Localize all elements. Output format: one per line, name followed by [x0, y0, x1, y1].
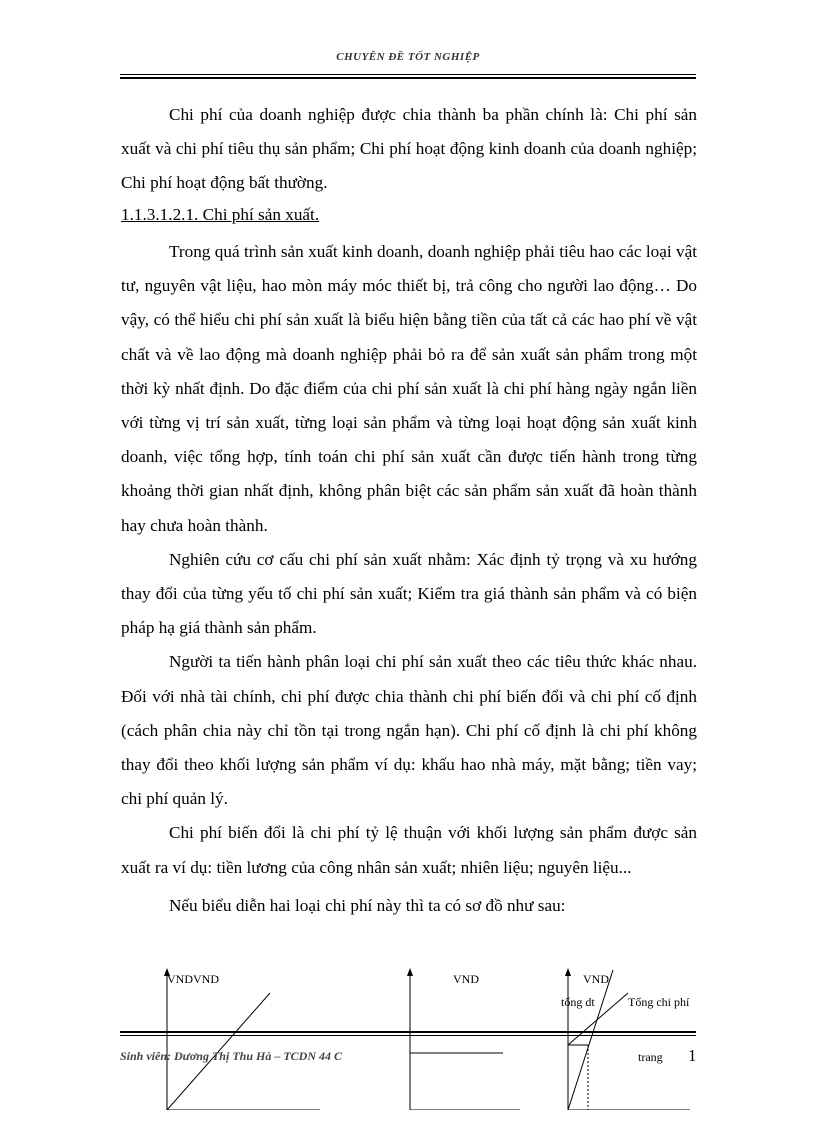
footer-rule-thin [120, 1035, 696, 1036]
header-rule-thick [120, 77, 696, 79]
paragraph-text: Nếu biểu diễn hai loại chi phí này thì ta có sơ đồ như sau: [169, 895, 566, 915]
section-heading: 1.1.3.1.2.1. Chi phí sản xuất. [121, 205, 320, 224]
footer-author: Sinh viên: Dương Thị Thu Hà – TCDN 44 C [120, 1049, 342, 1063]
chart3-trang-label: trang [638, 1050, 663, 1064]
chart3-revenue-label: tổng dt [561, 995, 595, 1009]
paragraph-text: Nghiên cứu cơ cấu chi phí sản xuất nhằm: Xác định tỷ trọng và xu hướng thay đổi của từng yếu tố chi phí sản xuất; Kiểm tra giá thành sản phẩm và có biện pháp hạ giá thành sản phẩm. [121, 549, 697, 638]
paragraph-intro [121, 98, 697, 201]
chart3-axis-label: VND [583, 972, 609, 986]
chart1-axis-label: VNDVND [167, 972, 219, 986]
document-header-title: CHUYÊN ĐỀ TỐT NGHIỆP [336, 51, 480, 63]
footer-rule-thick [120, 1031, 696, 1033]
paragraph-group [121, 235, 697, 923]
chart-total-cost [561, 968, 690, 1110]
paragraph-text: Người ta tiến hành phân loại chi phí sản xuất theo các tiêu thức khác nhau. Đối với nhà tài chính, chi phí được chia thành chi phí biến đổi và chi phí cố định (cách phân chia này chỉ tồn tại trong ngắn hạn). Chi phí cố định là chi phí không thay đổi theo khối lượng sản phẩm ví dụ: khấu hao nhà máy, mặt bằng; tiền vay; chi phí quản lý. [121, 652, 697, 809]
page-number: 1 [688, 1046, 697, 1065]
paragraph-text: Chi phí biến đổi là chi phí tỷ lệ thuận với khối lượng sản phẩm được sản xuất ra ví dụ: tiền lương của công nhân sản xuất; nhiên liệu; nguyên liệu... [121, 823, 697, 877]
chart3-total-cost-label: Tổng chi phí [628, 995, 690, 1009]
chart2-axis-label: VND [453, 972, 479, 986]
paragraph-text: Trong quá trình sản xuất kinh doanh, doanh nghiệp phải tiêu hao các loại vật tư, nguyên vật liệu, hao mòn máy móc thiết bị, trả công cho người lao động… Do vậy, có thể hiểu chi phí sản xuất là biểu hiện bằng tiền của tất cả các hao phí về vật chất và về lao động mà doanh nghiệp phải bỏ ra để sản xuất sản phẩm trong một thời kỳ nhất định. Do đặc điểm của chi phí sản xuất là chi phí hàng ngày ngắn liền với từng vị trí sản xuất, từng loại sản phẩm và từng loại hoạt động sản xuất kinh doanh, việc tổng hợp, tính toán chi phí sản xuất cần được tiến hành trong từng khoảng thời gian nhất định, không phân biệt các sản phẩm sản xuất đã hoàn thành hay chưa hoàn thành. [121, 242, 697, 535]
chart-fixed-cost [407, 968, 520, 1110]
header-rule-thin [120, 74, 696, 75]
chart-variable-cost [164, 968, 320, 1110]
paragraph-text: Chi phí của doanh nghiệp được chia thành ba phần chính là: Chi phí sản xuất và chi phí tiêu thụ sản phẩm; Chi phí hoạt động kinh doanh của doanh nghiệp; Chi phí hoạt động bất thường. [121, 105, 697, 193]
